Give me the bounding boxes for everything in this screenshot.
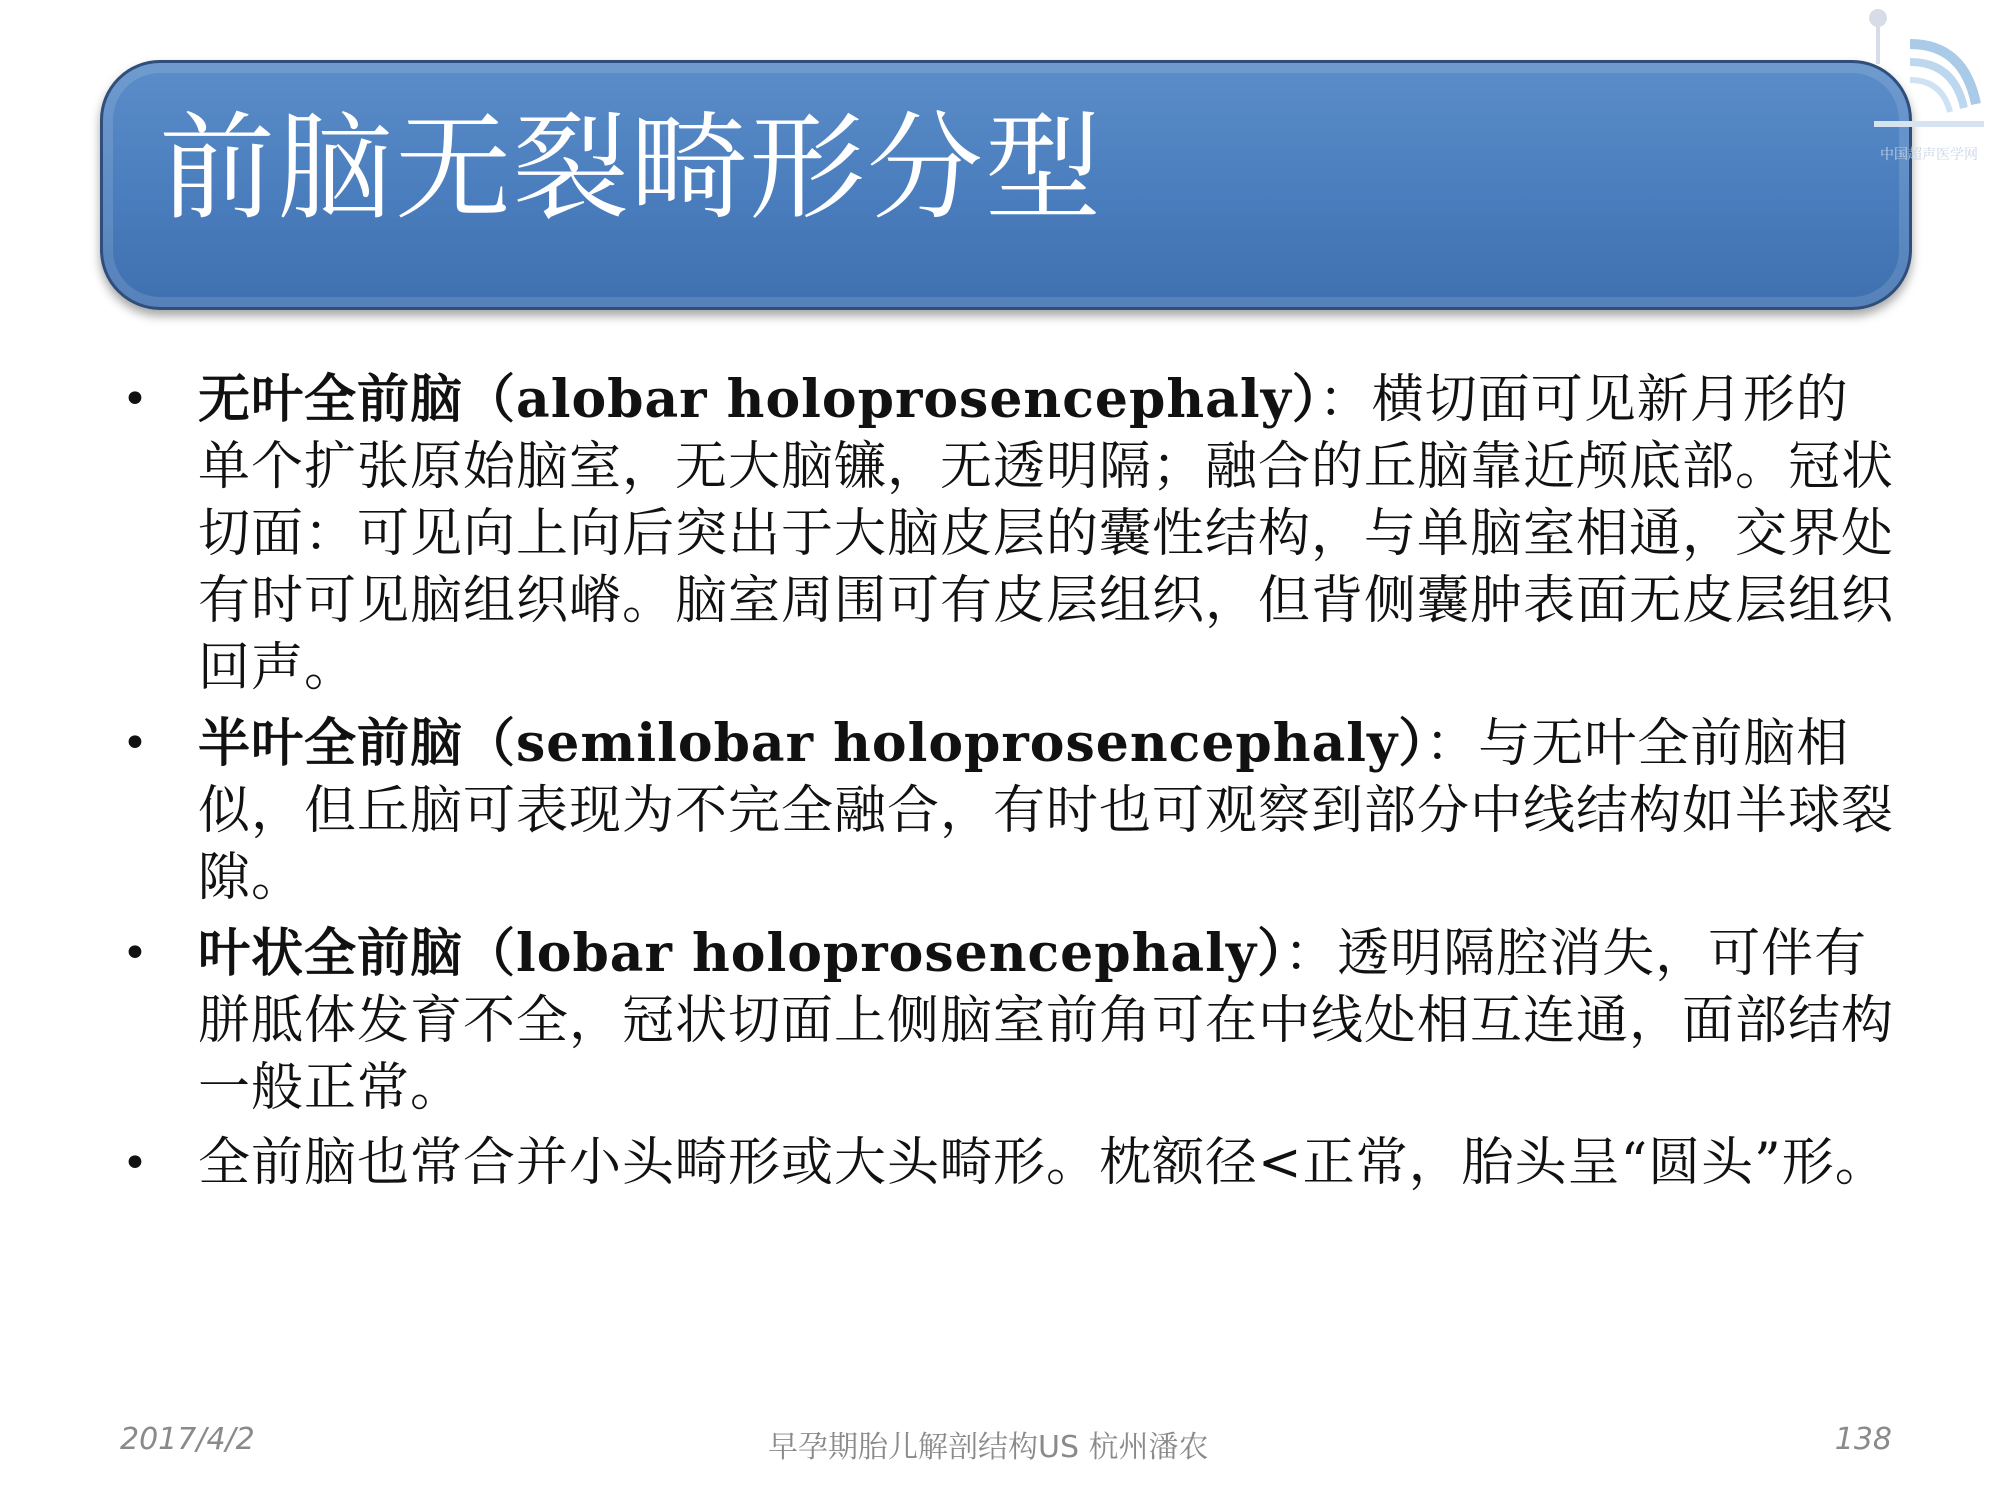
term-description: 全前脑也常合并小头畸形或大头畸形。枕额径<正常，胎头呈“圆头”形。 <box>198 1133 1888 1193</box>
bullet-icon: • <box>122 1138 149 1189</box>
list-item <box>118 1130 1898 1197</box>
bullet-icon: • <box>122 374 149 425</box>
footer-title: 早孕期胎儿解剖结构US 杭州潘农 <box>768 1430 1209 1465</box>
term-label: 无叶全前脑（alobar holoprosencephaly） <box>198 369 1319 430</box>
term-description: ：横切面可见新月形的单个扩张原始脑室，无大脑镰，无透明隔；融合的丘脑靠近颅底部。冠状切面：可见向上向后突出于大脑皮层的囊性结构，与单脑室相通，交界处有时可见脑组织嵴。脑室周围可有皮层组织，但背侧囊肿表面无皮层组织回声。 <box>198 370 1895 698</box>
bullet-list <box>118 366 1898 1205</box>
term-description: ：与无叶全前脑相似，但丘脑可表现为不完全融合，有时也可观察到部分中线结构如半球裂隙。 <box>198 714 1895 908</box>
list-item <box>118 920 1898 1122</box>
slide-title: 前脑无裂畸形分型 <box>159 101 1103 236</box>
term-label: 叶状全前脑（lobar holoprosencephaly） <box>198 923 1285 984</box>
logo-text: 中国超声医学网 <box>1880 147 1978 163</box>
list-item <box>118 710 1898 912</box>
footer-date: 2017/4/2 <box>120 1422 255 1457</box>
logo-icon <box>1864 4 1994 144</box>
bullet-icon: • <box>122 718 149 769</box>
list-item <box>118 366 1898 702</box>
title-banner <box>100 60 1912 310</box>
logo <box>1864 4 1994 164</box>
bullet-icon: • <box>122 928 149 979</box>
page-number: 138 <box>1834 1422 1892 1457</box>
term-description: ：透明隔腔消失，可伴有胼胝体发育不全，冠状切面上侧脑室前角可在中线处相互连通，面部结构一般正常。 <box>198 924 1895 1118</box>
term-label: 半叶全前脑（semilobar holoprosencephaly） <box>198 713 1426 774</box>
